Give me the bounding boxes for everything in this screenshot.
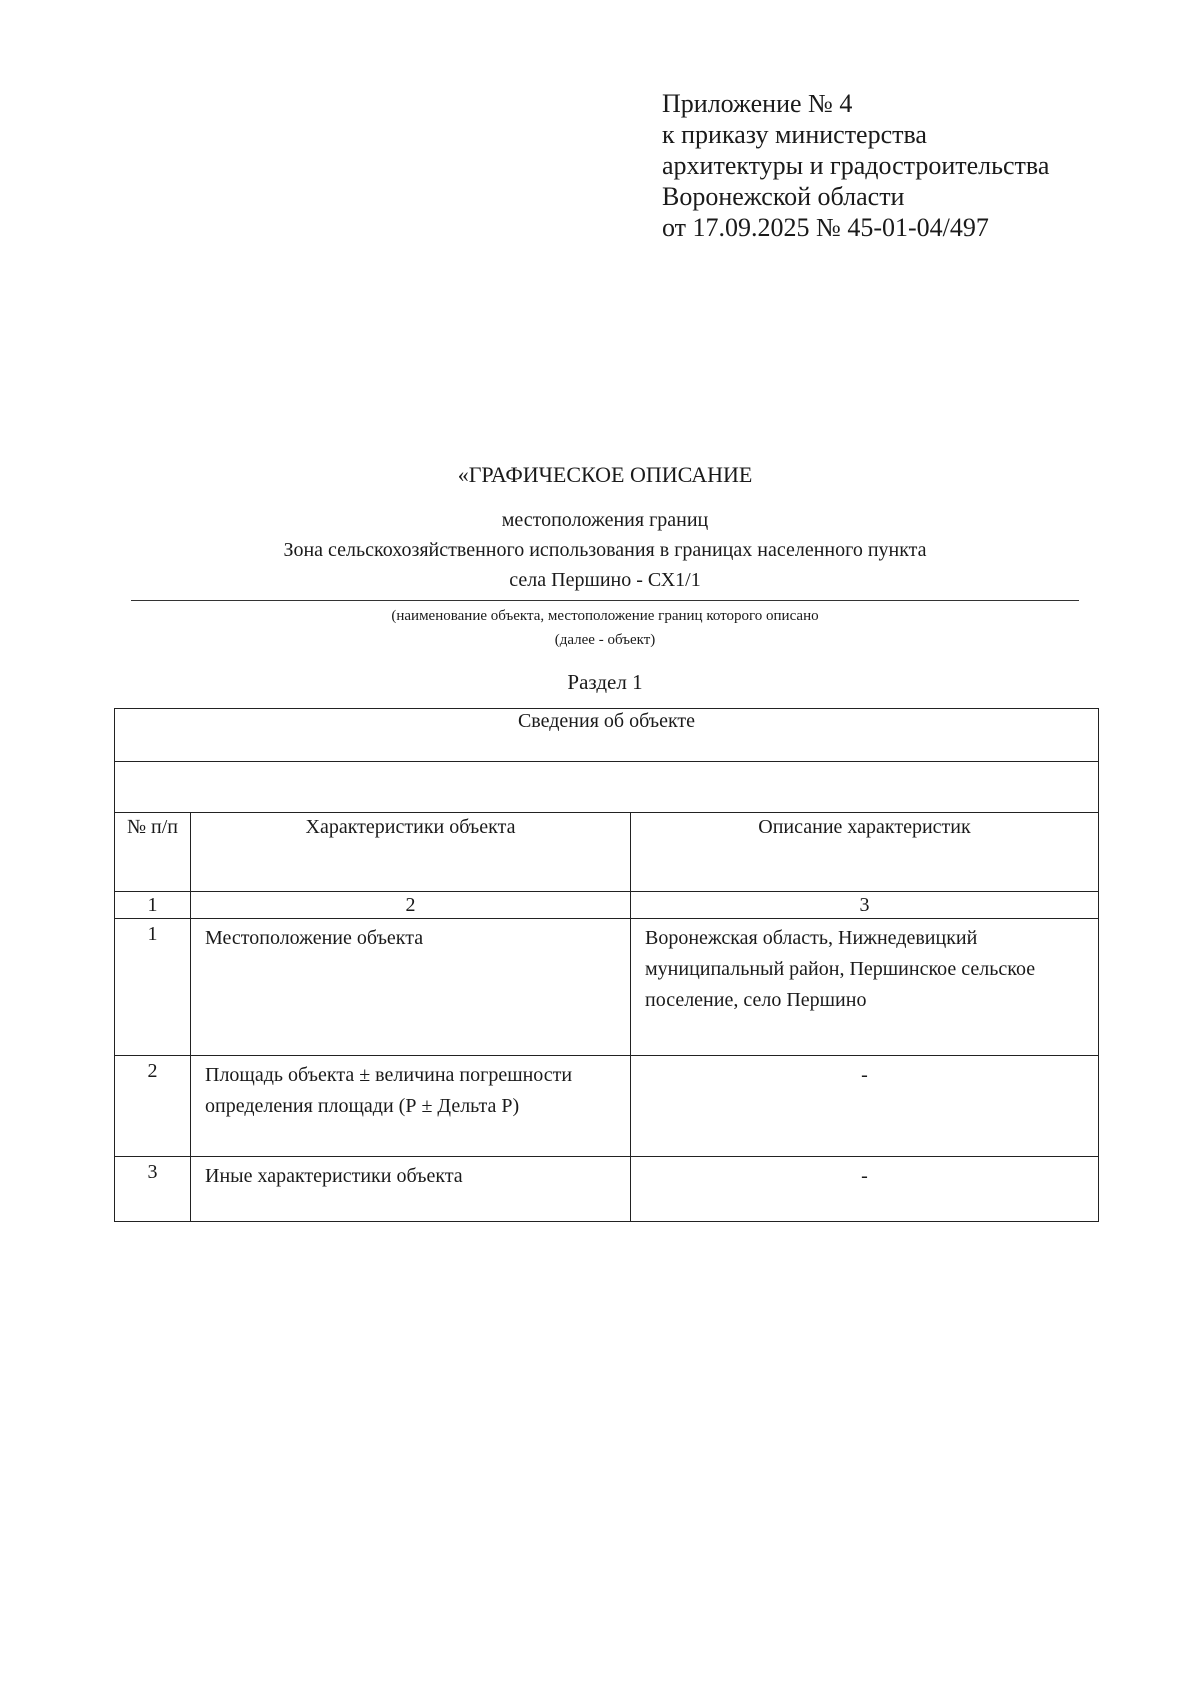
object-name-underline bbox=[131, 600, 1079, 601]
annex-line: к приказу министерства bbox=[662, 120, 927, 149]
row-description: - bbox=[631, 1157, 1099, 1222]
object-info-table bbox=[114, 708, 1099, 1222]
annex-block bbox=[662, 88, 1049, 243]
row-number: 3 bbox=[115, 1157, 191, 1222]
row-description: - bbox=[631, 1056, 1099, 1157]
table-header-row bbox=[115, 813, 1099, 892]
column-number: 2 bbox=[191, 892, 631, 919]
caption-line: (наименование объекта, местоположение границ которого описано bbox=[391, 608, 819, 624]
column-header-description: Описание характеристик bbox=[631, 813, 1099, 892]
object-caption bbox=[115, 604, 1095, 652]
table-empty-cell bbox=[115, 762, 1099, 813]
table-empty-row bbox=[115, 762, 1099, 813]
subtitle-line: местоположения границ bbox=[501, 509, 709, 531]
table-title: Сведения об объекте bbox=[115, 709, 1099, 762]
annex-line: Воронежской области bbox=[662, 182, 905, 211]
caption-line: (далее - объект) bbox=[554, 632, 656, 648]
row-number: 2 bbox=[115, 1056, 191, 1157]
table-row bbox=[115, 919, 1099, 1056]
column-number-row bbox=[115, 892, 1099, 919]
column-header-number: № п/п bbox=[115, 813, 191, 892]
subtitle-line: Зона сельскохозяйственного использования в границах населенного пункта bbox=[283, 539, 927, 561]
annex-line: архитектуры и градостроительства bbox=[662, 151, 1050, 180]
row-number: 1 bbox=[115, 919, 191, 1056]
table-row bbox=[115, 1056, 1099, 1157]
table-title-row bbox=[115, 709, 1099, 762]
table-row bbox=[115, 1157, 1099, 1222]
row-characteristic: Площадь объекта ± величина погрешности определения площади (Р ± Дельта Р) bbox=[191, 1056, 631, 1157]
subtitle-line: села Першино - СХ1/1 bbox=[509, 569, 701, 591]
row-characteristic: Иные характеристики объекта bbox=[191, 1157, 631, 1222]
row-description: Воронежская область, Нижнедевицкий муниципальный район, Першинское сельское поселение, село Першино bbox=[631, 919, 1099, 1056]
annex-line: Приложение № 4 bbox=[662, 89, 853, 118]
annex-line: от 17.09.2025 № 45-01-04/497 bbox=[662, 213, 989, 242]
column-header-characteristic: Характеристики объекта bbox=[191, 813, 631, 892]
column-number: 3 bbox=[631, 892, 1099, 919]
row-characteristic: Местоположение объекта bbox=[191, 919, 631, 1056]
section-title: Раздел 1 bbox=[567, 670, 643, 694]
document-subtitle bbox=[115, 505, 1095, 595]
column-number: 1 bbox=[115, 892, 191, 919]
document-title: «ГРАФИЧЕСКОЕ ОПИСАНИЕ bbox=[457, 462, 753, 487]
